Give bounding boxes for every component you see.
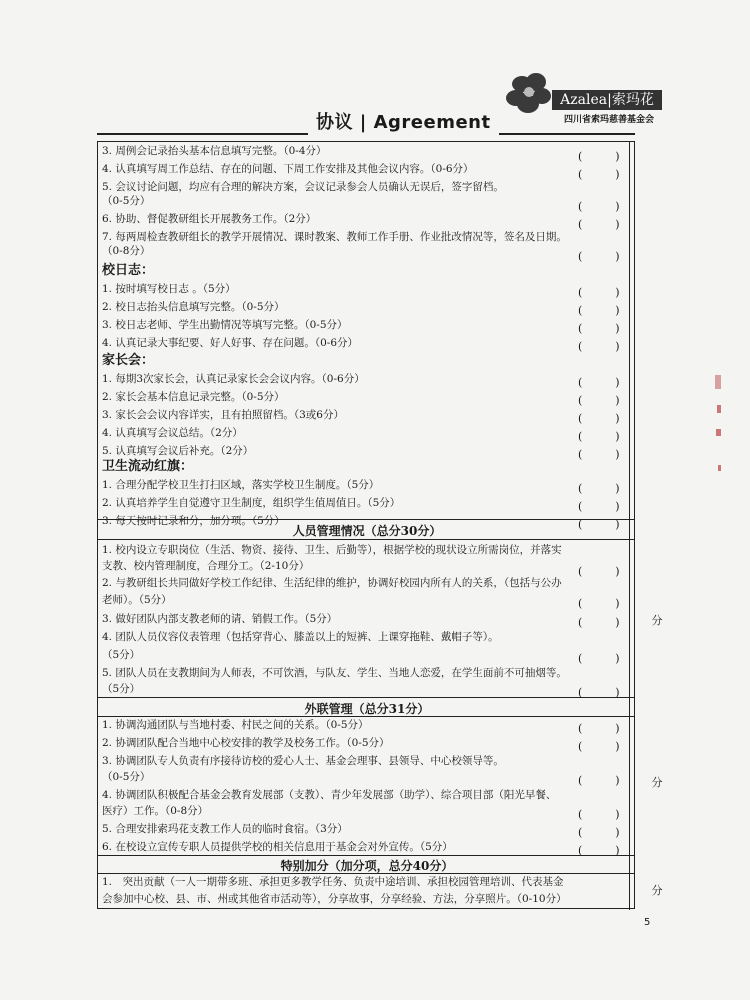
list-item: 1. 合理分配学校卫生打扫区域，落实学校卫生制度。（5分） (102, 479, 380, 491)
logo-wordmark: Azalea|索玛花 (552, 90, 662, 110)
list-item: 1. 每期3次家长会，认真记录家长会会议内容。（0-6分） (102, 373, 365, 385)
section-title-bonus: 特别加分（加分项，总分40分） (280, 859, 454, 873)
list-item: 6. 在校设立宣传专职人员提供学校的相关信息用于基金会对外宣传。（5分） (102, 841, 453, 853)
foundation-name: 四川省索玛慈善基金会 (563, 115, 654, 125)
list-item: （0-8分） (102, 245, 151, 257)
score-paren: ( ) (578, 597, 620, 610)
row-divider (98, 519, 634, 520)
list-item: 5. 团队人员在支教期间为人师表，不可饮酒，与队友、学生、当地人恋爱，在学生面前不可抽烟等。 (102, 667, 567, 679)
agreement-table (97, 141, 663, 909)
score-paren: ( ) (578, 376, 620, 389)
list-item: 2. 协调团队配合当地中心校安排的教学及校务工作。（0-5分） (102, 737, 390, 749)
score-paren: ( ) (578, 430, 620, 443)
list-item: 1. 按时填写校日志 。（5分） (102, 283, 236, 295)
score-paren: ( ) (578, 322, 620, 335)
row-divider (98, 539, 634, 540)
score-paren: ( ) (578, 740, 620, 753)
score-paren: ( ) (578, 250, 620, 263)
list-item: 2. 认真培养学生自觉遵守卫生制度，组织学生值周值日。（5分） (102, 497, 401, 509)
page-title: 协议 | Agreement (308, 108, 499, 136)
azalea-flower-logo (500, 70, 560, 120)
list-item: 4. 团队人员仪容仪表管理（包括穿背心、膝盖以上的短裤、上课穿拖鞋、戴帽子等）。 (102, 631, 499, 643)
row-divider (98, 697, 634, 698)
score-paren: ( ) (578, 200, 620, 213)
score-paren: ( ) (578, 448, 620, 461)
row-divider (98, 873, 634, 874)
list-item: 2. 家长会基本信息记录完整。（0-5分） (102, 391, 285, 403)
red-stain-marks (713, 375, 731, 495)
list-item: 5. 认真填写会议后补充。（2分） (102, 445, 254, 457)
list-item: 会参加中心校、县、市、州或其他省市活动等），分享故事，分享经验、方法，分享照片。（0-10分） (102, 893, 567, 905)
score-paren: ( ) (578, 722, 620, 735)
list-item: 2. 校日志抬头信息填写完整。（0-5分） (102, 301, 285, 313)
score-paren: ( ) (578, 150, 620, 163)
list-item: 1. 校内设立专职岗位（生活、物资、接待、卫生、后勤等），根据学校的现状设立所需岗位，并落实 (102, 544, 562, 556)
list-item: 5. 合理安排索玛花支教工作人员的临时食宿。（3分） (102, 823, 348, 835)
list-item: （0-5分） (102, 195, 151, 207)
score-paren: ( ) (578, 482, 620, 495)
score-paren: ( ) (578, 500, 620, 513)
list-item: 4. 认真填写会议总结。（2分） (102, 427, 243, 439)
score-paren: ( ) (578, 808, 620, 821)
score-paren: ( ) (578, 168, 620, 181)
score-paren: ( ) (578, 616, 620, 629)
list-item: 1. 协调沟通团队与当地村委、村民之间的关系。（0-5分） (102, 719, 369, 731)
score-paren: ( ) (578, 826, 620, 839)
list-item: （0-5分） (102, 771, 151, 783)
score-paren: ( ) (578, 774, 620, 787)
list-item: 3. 家长会会议内容详实，且有拍照留档。（3或6分） (102, 409, 344, 421)
external-score: 分 (651, 776, 663, 789)
personnel-score: 分 (651, 614, 663, 627)
score-paren: ( ) (578, 394, 620, 407)
section-title-parents: 家长会： (102, 353, 155, 368)
score-paren: ( ) (578, 652, 620, 665)
score-paren: ( ) (578, 286, 620, 299)
list-item: 老师）。（5分） (102, 594, 172, 606)
list-item: 3. 协调团队专人负责有序接待访校的爱心人士、基金会理事、县领导、中心校领导等。 (102, 755, 504, 767)
list-item: 4. 认真填写周工作总结、存在的问题、下周工作安排及其他会议内容。（0-6分） (102, 163, 474, 175)
section-title-external: 外联管理（总分31分） (304, 702, 430, 716)
list-item: 医疗）工作。（0-8分） (102, 805, 209, 817)
score-paren: ( ) (578, 340, 620, 353)
list-item: 4. 认真记录大事纪要、好人好事、存在问题。（0-6分） (102, 337, 359, 349)
list-item: 3. 周例会记录抬头基本信息填写完整。（0-4分） (102, 145, 327, 157)
list-item: 2. 与教研组长共同做好学校工作纪律、生活纪律的维护，协调好校园内所有人的关系，（包括与公办 (102, 577, 562, 589)
score-paren: ( ) (578, 844, 620, 857)
score-paren: ( ) (578, 412, 620, 425)
row-divider (98, 855, 634, 856)
score-paren: ( ) (578, 218, 620, 231)
list-item: 3. 校日志老师、学生出勤情况等填写完整。（0-5分） (102, 319, 348, 331)
row-divider (98, 716, 634, 717)
score-paren: ( ) (578, 304, 620, 317)
score-paren: ( ) (578, 686, 620, 699)
list-item: 7. 每两周检查教研组长的教学开展情况、课时教案、教师工作手册、作业批改情况等，签名及日期。 (102, 231, 567, 243)
score-paren: ( ) (578, 518, 620, 531)
list-item: 4. 协调团队积极配合基金会教育发展部（支教）、青少年发展部（助学）、综合项目部（阳光早餐、 (102, 789, 557, 801)
list-item: 3. 每天按时记录和分，加分项。（5分） (102, 515, 285, 527)
list-item: 3. 做好团队内部支教老师的请、销假工作。（5分） (102, 613, 338, 625)
list-item: 支教、校内管理制度，合理分工。（2-10分） (102, 560, 310, 572)
list-item: （5分） (102, 683, 141, 695)
section-title-school-log: 校日志： (102, 263, 155, 278)
list-item: 1. 突出贡献（一人一期带多班、承担更多教学任务、负责中途培训、承担校园管理培训、代表基金 (102, 876, 564, 888)
score-paren: ( ) (578, 565, 620, 578)
list-item: （5分） (102, 649, 141, 661)
page-number: 5 (644, 917, 651, 928)
section-title-hygiene: 卫生流动红旗： (102, 459, 194, 474)
bonus-score: 分 (651, 884, 663, 897)
section-title-personnel: 人员管理情况（总分30分） (292, 524, 442, 538)
list-item: 6. 协助、督促教研组长开展教务工作。（2分） (102, 213, 317, 225)
list-item: 5. 会议讨论问题，均应有合理的解决方案，会议记录参会人员确认无误后，签字留档。 (102, 181, 504, 193)
